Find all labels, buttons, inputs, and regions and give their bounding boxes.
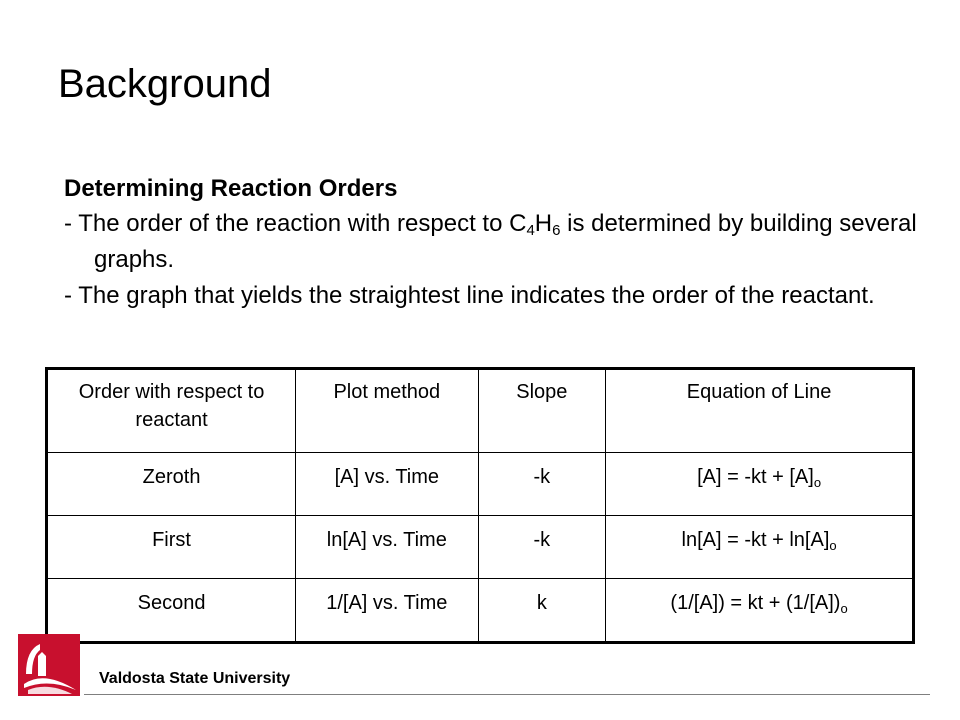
- table-header-row: [47, 369, 914, 453]
- equation-text: [A] = -kt + [A]: [697, 466, 814, 488]
- cell-order: First: [47, 516, 296, 579]
- bullet-straightest-line: - The graph that yields the straightest line indicates the order of the reactant.: [64, 282, 875, 309]
- cell-plot: 1/[A] vs. Time: [296, 579, 478, 643]
- cell-order: Second: [47, 579, 296, 643]
- logo-tower: [38, 652, 46, 676]
- bullet1-prefix: - The order of the reaction with respect to C: [64, 210, 527, 237]
- subheading: Determining Reaction Orders: [64, 175, 398, 202]
- cell-equation: [606, 516, 914, 579]
- vsu-logo-icon: [18, 634, 80, 696]
- footer-divider: [84, 694, 930, 695]
- cell-plot: [A] vs. Time: [296, 453, 478, 516]
- header-plot-method: Plot method: [296, 369, 478, 453]
- equation-text: ln[A] = -kt + ln[A]: [681, 529, 830, 551]
- cell-equation: [606, 579, 914, 643]
- bullet-order-determination: [64, 206, 924, 278]
- table-row: [47, 453, 914, 516]
- footer-institution: Valdosta State University: [99, 670, 291, 687]
- reaction-order-table: [45, 367, 915, 644]
- bullet1-subscript-6: 6: [552, 222, 561, 239]
- table-row: [47, 516, 914, 579]
- cell-slope: -k: [478, 516, 606, 579]
- header-equation: Equation of Line: [606, 369, 914, 453]
- slide-title: Background: [58, 62, 272, 106]
- table-row: [47, 579, 914, 643]
- slide-body: [64, 172, 924, 314]
- equation-subscript: o: [829, 538, 837, 553]
- header-slope: Slope: [478, 369, 606, 453]
- cell-slope: k: [478, 579, 606, 643]
- bullet1-suffix: is determined by building several graphs.: [94, 210, 917, 273]
- equation-subscript: o: [813, 475, 822, 490]
- cell-plot: ln[A] vs. Time: [296, 516, 478, 579]
- cell-equation: [606, 453, 914, 516]
- bullet1-subscript-4: 4: [526, 222, 535, 239]
- cell-slope: -k: [478, 453, 606, 516]
- cell-order: Zeroth: [47, 453, 296, 516]
- bullet1-mid: H: [534, 210, 553, 237]
- equation-text: (1/[A]) = kt + (1/[A]): [670, 592, 841, 614]
- equation-subscript: o: [840, 601, 848, 616]
- header-order: Order with respect to reactant: [47, 369, 296, 453]
